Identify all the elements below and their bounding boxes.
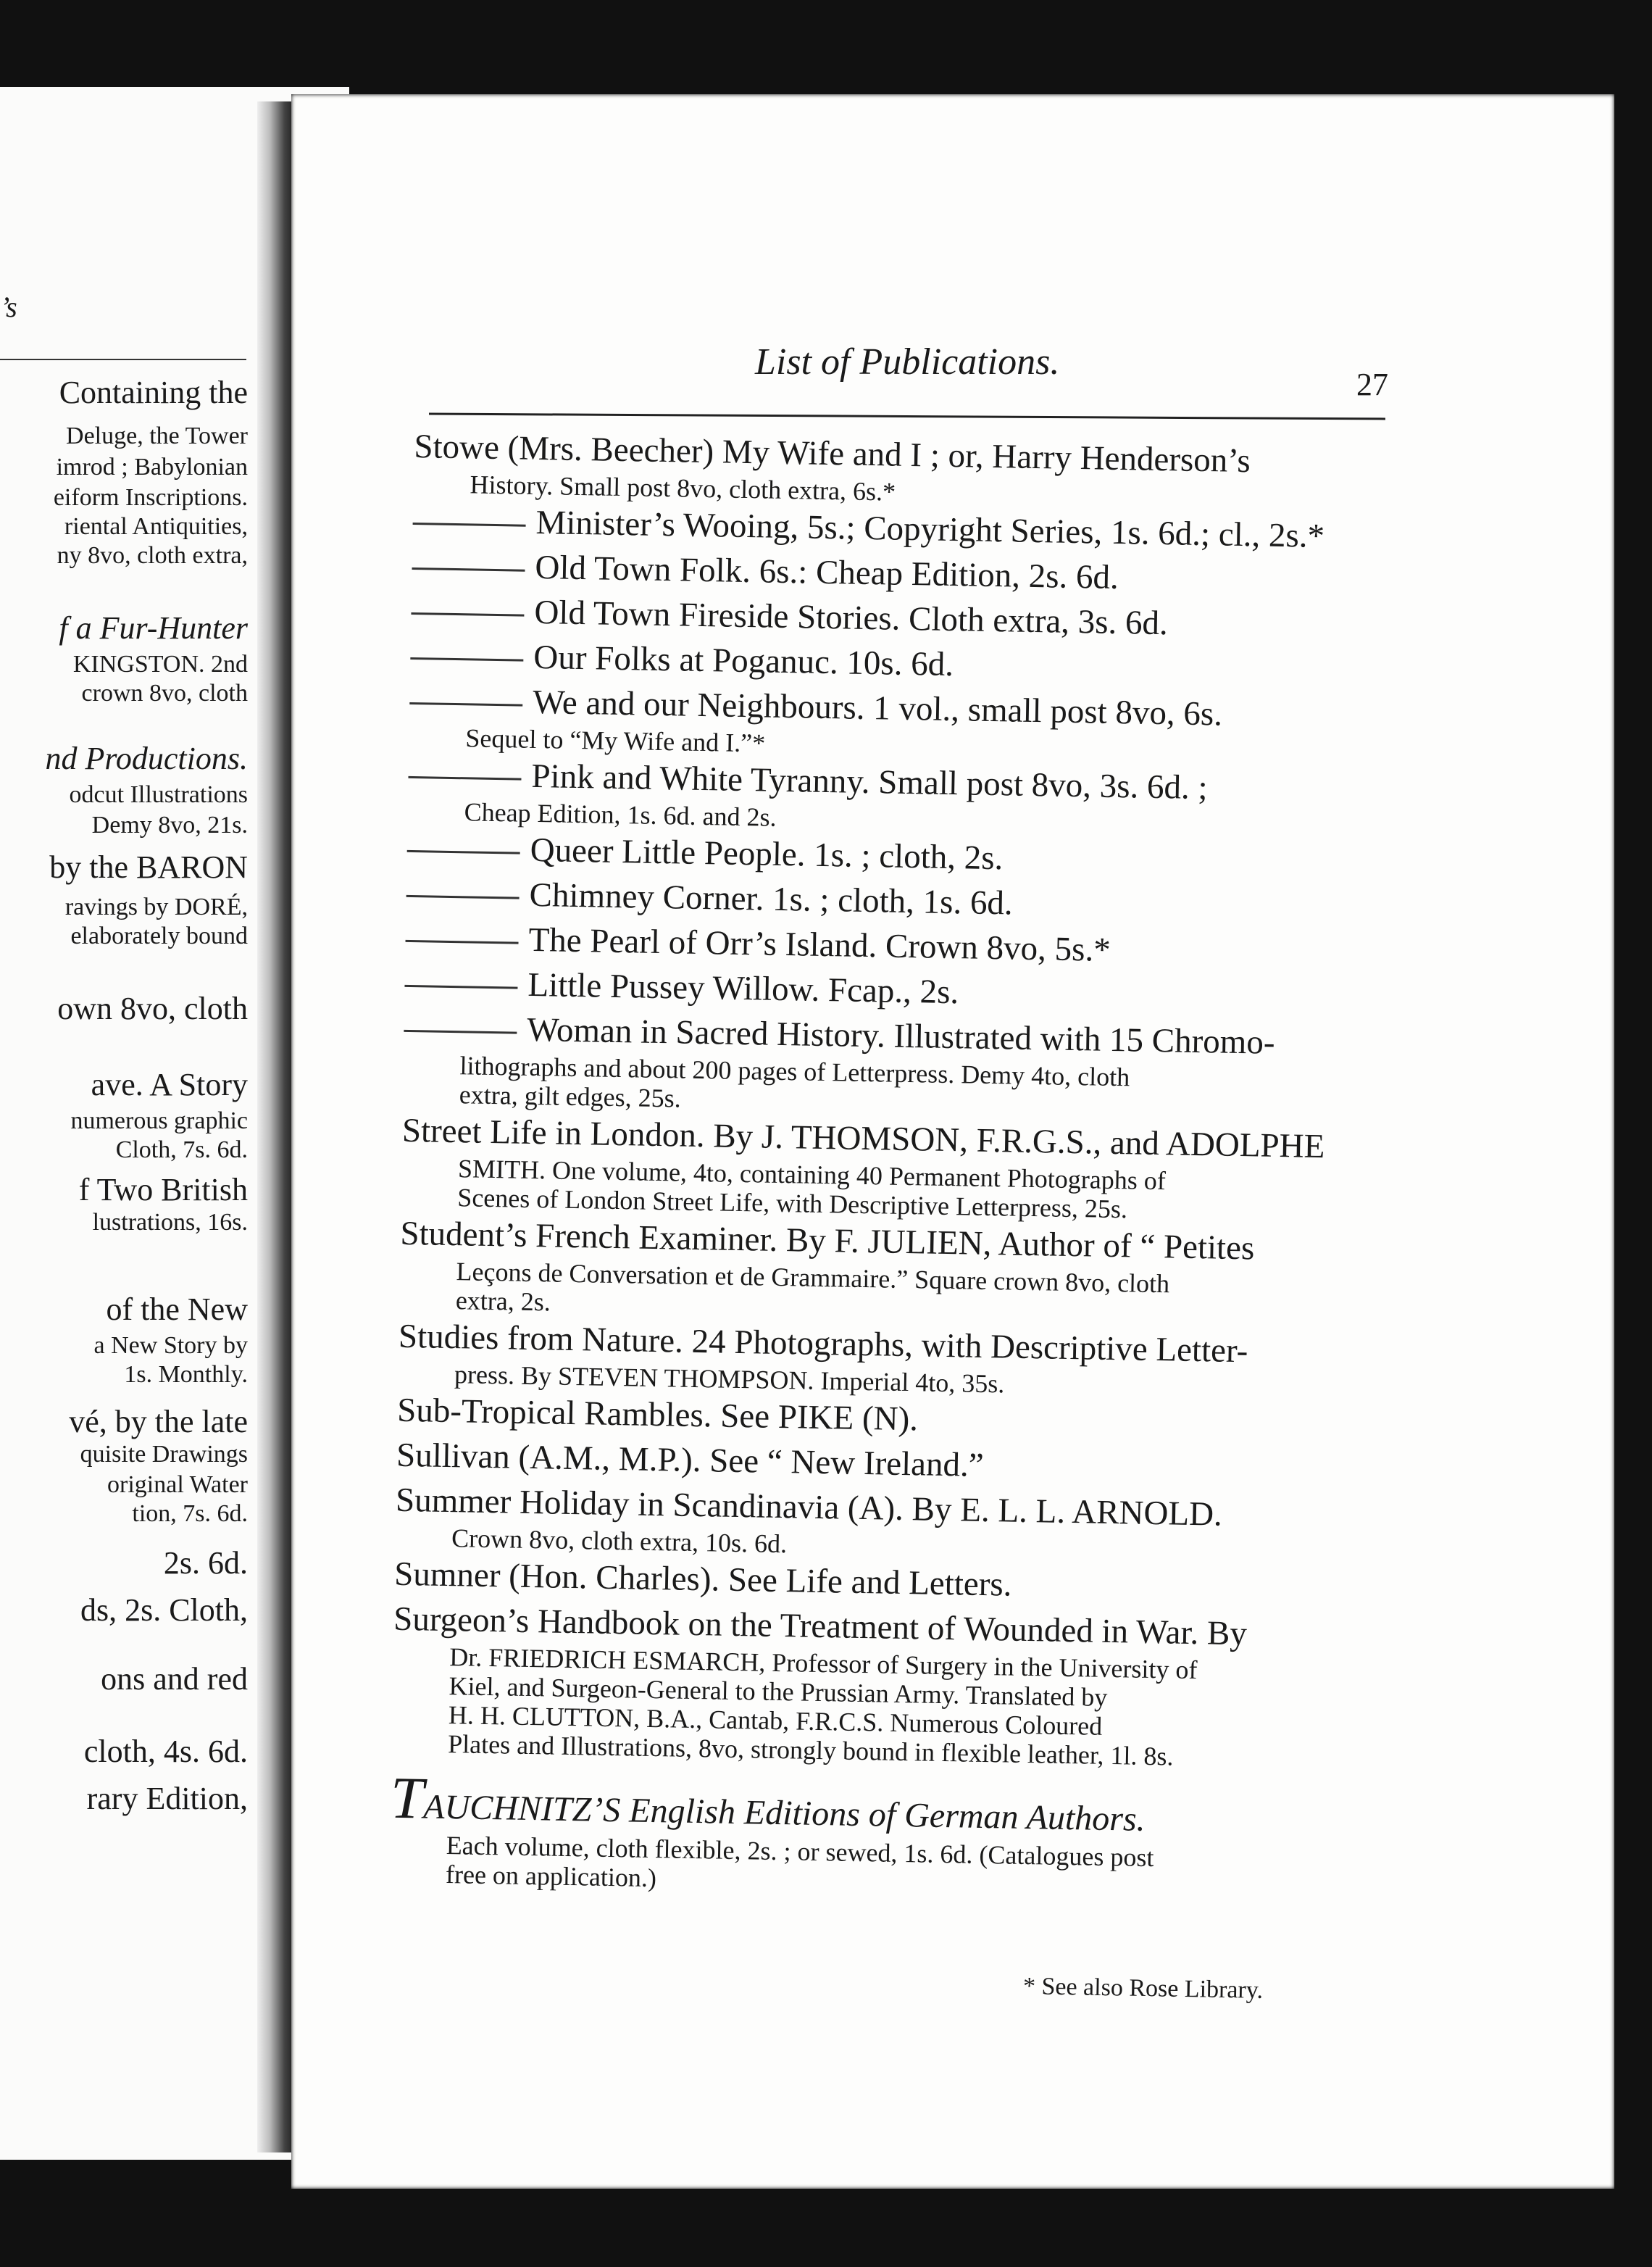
entry-title-text: We and our Neighbours. 1 vol., small post 8vo, 6s. — [532, 683, 1223, 733]
entry-title-text: Street Life in London. By J. THOMSON, F.R.G.S., and ADOLPHE — [401, 1111, 1325, 1166]
left-page-line: numerous graphic — [70, 1107, 248, 1134]
repeat-author-dash — [404, 985, 517, 989]
left-page-line: by the BARON — [49, 849, 248, 885]
entry-details: press. By STEVEN THOMPSON. Imperial 4to, 35s. — [454, 1360, 1005, 1399]
left-page-line: Deluge, the Tower — [66, 423, 248, 449]
left-page-line: cloth, 4s. 6d. — [83, 1734, 248, 1769]
left-page-line: Cloth, 7s. 6d. — [115, 1136, 248, 1163]
left-page-line: ny 8vo, cloth extra, — [57, 542, 248, 569]
entry-title-text: Pink and White Tyranny. Small post 8vo, 3s. 6d. ; — [531, 757, 1209, 807]
left-page-line: a New Story by — [93, 1332, 248, 1359]
left-page-line: ds, 2s. Cloth, — [80, 1592, 248, 1628]
entry-title-text: Our Folks at Poganuc. 10s. 6d. — [533, 638, 954, 684]
entry-title-text: Surgeon’s Handbook on the Treatment of Wounded in War. By — [393, 1600, 1248, 1653]
left-page-line: own 8vo, cloth — [57, 991, 248, 1026]
entry-title-text: Old Town Fireside Stories. Cloth extra, 3s. 6d. — [534, 593, 1169, 643]
left-page-line: quisite Drawings — [80, 1441, 248, 1468]
entry-title-text: The Pearl of Orr’s Island. Crown 8vo, 5s.* — [528, 920, 1111, 969]
repeat-author-dash — [412, 567, 525, 572]
left-page-line: lustrations, 16s. — [92, 1209, 248, 1236]
entry-title-text: Queer Little People. 1s. ; cloth, 2s. — [530, 831, 1004, 878]
entry-title-text: Stowe (Mrs. Beecher) My Wife and I ; or, Harry Henderson’s — [414, 427, 1251, 481]
left-page-line: eiform Inscriptions. — [53, 484, 248, 511]
left-page-line: odcut Illustrations — [69, 781, 248, 808]
left-page-line: tion, 7s. 6d. — [132, 1500, 248, 1527]
entry-title-text: Little Pussey Willow. Fcap., 2s. — [527, 965, 959, 1012]
entry-details: lithographs and about 200 pages of Letterpress. Demy 4to, cloth extra, gilt edges, 25s. — [459, 1051, 1130, 1113]
publication-entry — [403, 1005, 1397, 1126]
entry-details: Crown 8vo, cloth extra, 10s. 6d. — [451, 1523, 788, 1559]
entry-title-text: Sumner (Hon. Charles). See Life and Letters. — [393, 1555, 1012, 1604]
entry-title-text: Woman in Sacred History. Illustrated with 15 Chromo- — [526, 1010, 1275, 1062]
left-page-line: ave. A Story — [91, 1067, 248, 1102]
header-rule — [429, 413, 1385, 420]
repeat-author-dash — [411, 612, 524, 617]
entry-title-text: Sullivan (A.M., M.P.). See “ New Ireland.” — [396, 1436, 985, 1484]
entry-title-text: Minister’s Wooing, 5s.; Copyright Series, 1s. 6d.; cl., 2s.* — [535, 503, 1325, 555]
left-page-line: original Water — [107, 1471, 248, 1498]
repeat-author-dash — [406, 940, 519, 944]
publication-entry — [391, 1597, 1387, 1775]
entry-details: SMITH. One volume, 4to, containing 40 Permanent Photographs of Scenes of London Street Life, with Descriptive Letterpress, 25s. — [457, 1154, 1167, 1224]
entry-title-text: Sub-Tropical Rambles. See PIKE (N). — [396, 1391, 919, 1439]
publication-list — [389, 424, 1407, 1905]
drop-capital: T — [390, 1764, 425, 1831]
repeat-author-dash — [413, 523, 526, 527]
left-page-line: KINGSTON. 2nd — [72, 651, 248, 678]
left-page-line: ons and red — [101, 1661, 248, 1697]
repeat-author-dash — [407, 850, 520, 854]
entry-details: Cheap Edition, 1s. 6d. and 2s. — [464, 797, 777, 832]
publication-entry — [401, 1108, 1395, 1228]
left-page-line: f Two British — [78, 1172, 248, 1207]
tauchnitz-title: AUCHNITZ’S English Editions of German Authors. — [422, 1787, 1146, 1839]
left-page-line: imrod ; Babylonian — [56, 454, 248, 481]
page-number: 27 — [1356, 367, 1388, 402]
entry-title-text: Old Town Folk. 6s.: Cheap Edition, 2s. 6d. — [535, 548, 1119, 596]
tauchnitz-entry — [389, 1764, 1384, 1905]
left-page-line: 1s. Monthly. — [124, 1361, 248, 1388]
entry-details: Leçons de Conversation et de Grammaire.” Square crown 8vo, cloth extra, 2s. — [455, 1257, 1170, 1317]
entry-title-text: Student’s French Examiner. By F. JULIEN, Author of “ Petites — [400, 1214, 1255, 1268]
repeat-author-dash — [410, 657, 523, 662]
left-page-line: f a Fur-Hunter — [59, 610, 248, 646]
entry-title-text: Summer Holiday in Scandinavia (A). By E. L. L. ARNOLD. — [395, 1481, 1223, 1534]
left-page-rule — [0, 359, 246, 360]
repeat-author-dash — [409, 702, 522, 707]
entry-title-text: Chimney Corner. 1s. ; cloth, 1s. 6d. — [529, 875, 1014, 923]
entry-details: History. Small post 8vo, cloth extra, 6s.* — [470, 470, 896, 507]
left-page-line: riental Antiquities, — [64, 513, 248, 540]
left-page-line: rary Edition, — [86, 1781, 248, 1816]
entry-title-text: Studies from Nature. 24 Photographs, with Descriptive Letter- — [398, 1317, 1248, 1370]
left-page-line: elaborately bound — [70, 923, 248, 949]
entry-details: Dr. FRIEDRICH ESMARCH, Professor of Surgery in the University of Kiel, and Surgeon-General to the Prussian Army. Translated by H. H. CLUTTON, B.A., Cantab, F.R.C.S. Numerous Coloured Plates and Illustrations, 8vo, strongly bound in flexible leather, 1l. 8s. — [447, 1642, 1198, 1771]
left-page-line: nd Productions. — [45, 741, 248, 776]
repeat-author-dash — [408, 776, 521, 781]
left-page-line: crown 8vo, cloth — [81, 680, 248, 707]
left-page-line: Demy 8vo, 21s. — [91, 812, 248, 839]
entry-details: Sequel to “My Wife and I.”* — [465, 723, 766, 758]
left-page-line: ravings by DORÉ, — [64, 894, 248, 920]
running-title: List of Publications. — [755, 341, 1060, 383]
entry-details: Each volume, cloth flexible, 2s. ; or sewed, 1s. 6d. (Catalogues post free on application.) — [445, 1831, 1154, 1893]
left-page-line: vé, by the late — [69, 1404, 248, 1439]
right-page — [291, 94, 1614, 2189]
repeat-author-dash — [404, 1030, 517, 1034]
repeat-author-dash — [406, 895, 520, 899]
footnote: * See also Rose Library. — [1022, 1973, 1264, 2004]
left-page-line: of the New — [106, 1291, 248, 1327]
left-page-line: Containing the — [59, 375, 248, 410]
left-page-running-head: ’s — [0, 291, 17, 323]
publication-entry — [399, 1211, 1393, 1331]
book-gutter — [257, 101, 293, 2152]
left-page-line: 2s. 6d. — [163, 1545, 248, 1581]
